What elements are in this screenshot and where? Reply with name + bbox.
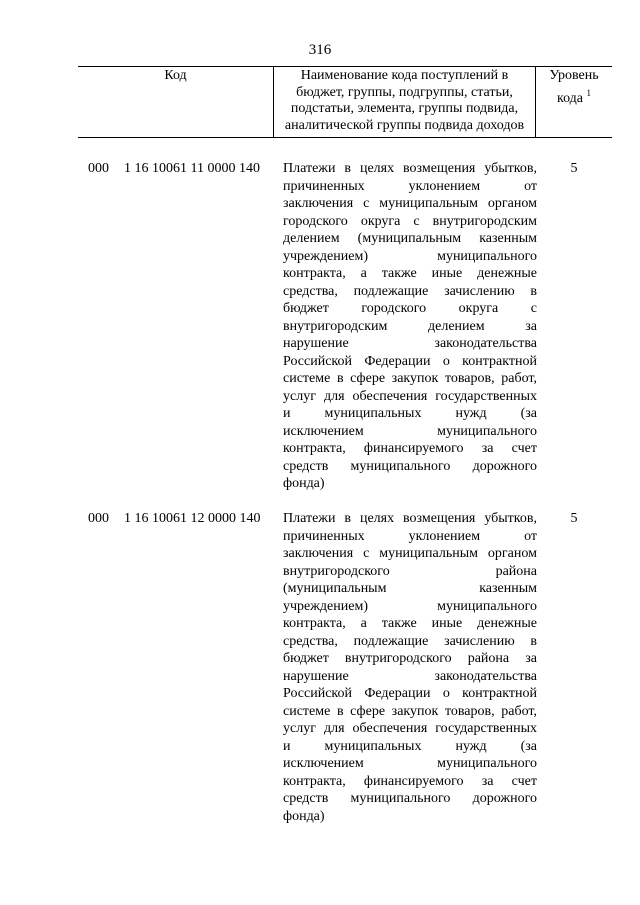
name-line: учреждением) муниципального xyxy=(283,598,537,614)
name-line: бюджет городского округа с xyxy=(283,301,537,316)
header-level xyxy=(536,67,612,137)
name-line: исключением муниципального xyxy=(283,423,537,439)
name-line: заключения с муниципальным органом xyxy=(283,546,537,561)
code-level: 5 xyxy=(570,511,578,526)
name-line: и муниципальных нужд (за xyxy=(283,738,537,754)
admin-code: 000 xyxy=(88,511,109,526)
name-line: услуг для обеспечения государственных xyxy=(283,388,537,404)
name-line: средств муниципального дорожного xyxy=(283,791,537,806)
name-line: Российской Федерации о контрактной xyxy=(283,353,537,369)
name-line: исключением муниципального xyxy=(283,756,537,771)
header-code: Код xyxy=(78,67,274,137)
admin-code: 000 xyxy=(88,161,109,176)
name-line: внутригородского района xyxy=(283,563,537,579)
header-name xyxy=(274,67,536,137)
name-line: причиненных уклонением от xyxy=(283,178,537,194)
name-line: бюджет внутригородского района за xyxy=(283,651,537,666)
name-line: средства, подлежащие зачислению в xyxy=(283,633,537,649)
header-name-line: подстатьи, элемента, группы подвида, xyxy=(290,101,519,116)
header-level-line1: Уровень xyxy=(549,68,599,83)
header-name-line: аналитической группы подвида доходов xyxy=(284,117,525,133)
name-line: средств муниципального дорожного xyxy=(283,458,537,474)
name-line: делением (муниципальным казенным xyxy=(283,231,537,246)
name-line: учреждением) муниципального xyxy=(283,248,537,264)
header-level-line2: кода $^1$ xyxy=(556,87,592,106)
header-name-line: бюджет, группы, подгруппы, статьи, xyxy=(296,84,513,100)
name-line: контракта, а также иные денежные xyxy=(283,616,537,631)
name-line: системе в сфере закупок товаров, работ, xyxy=(283,371,537,386)
footnote-mark: 1 xyxy=(586,87,592,98)
name-line: (муниципальным казенным xyxy=(283,581,537,596)
name-line: нарушение законодательства xyxy=(283,336,537,351)
name-line: контракта, финансируемого за счет xyxy=(283,773,537,789)
name-line: системе в сфере закупок товаров, работ, xyxy=(283,703,537,719)
name-line: Российской Федерации о контрактной xyxy=(283,686,537,701)
name-line: причиненных уклонением от xyxy=(283,528,537,544)
header-name-line: Наименование кода поступлений в xyxy=(300,68,509,83)
name-line: контракта, финансируемого за счет xyxy=(283,441,537,456)
name-line: городского округа с внутригородским xyxy=(283,213,537,229)
name-line: нарушение законодательства xyxy=(283,668,537,684)
income-name xyxy=(283,510,537,825)
name-line: и муниципальных нужд (за xyxy=(283,406,537,421)
name-line: контракта, а также иные денежные xyxy=(283,266,537,281)
name-line: Платежи в целях возмещения убытков, xyxy=(283,511,537,526)
income-name xyxy=(283,160,537,493)
name-line: услуг для обеспечения государственных xyxy=(283,721,537,736)
income-code: 1 16 10061 11 0000 140 xyxy=(124,161,260,176)
name-line: заключения с муниципальным органом xyxy=(283,196,537,211)
code-level: 5 xyxy=(570,161,578,176)
income-code: 1 16 10061 12 0000 140 xyxy=(124,511,261,526)
name-line: Платежи в целях возмещения убытков, xyxy=(283,161,537,176)
name-line: фонда) xyxy=(283,476,325,491)
page-number: 316 xyxy=(308,42,332,58)
name-line: средства, подлежащие зачислению в xyxy=(283,283,537,299)
name-line: внутригородским делением за xyxy=(283,318,537,334)
table-header xyxy=(78,66,612,138)
name-line: фонда) xyxy=(283,808,325,824)
